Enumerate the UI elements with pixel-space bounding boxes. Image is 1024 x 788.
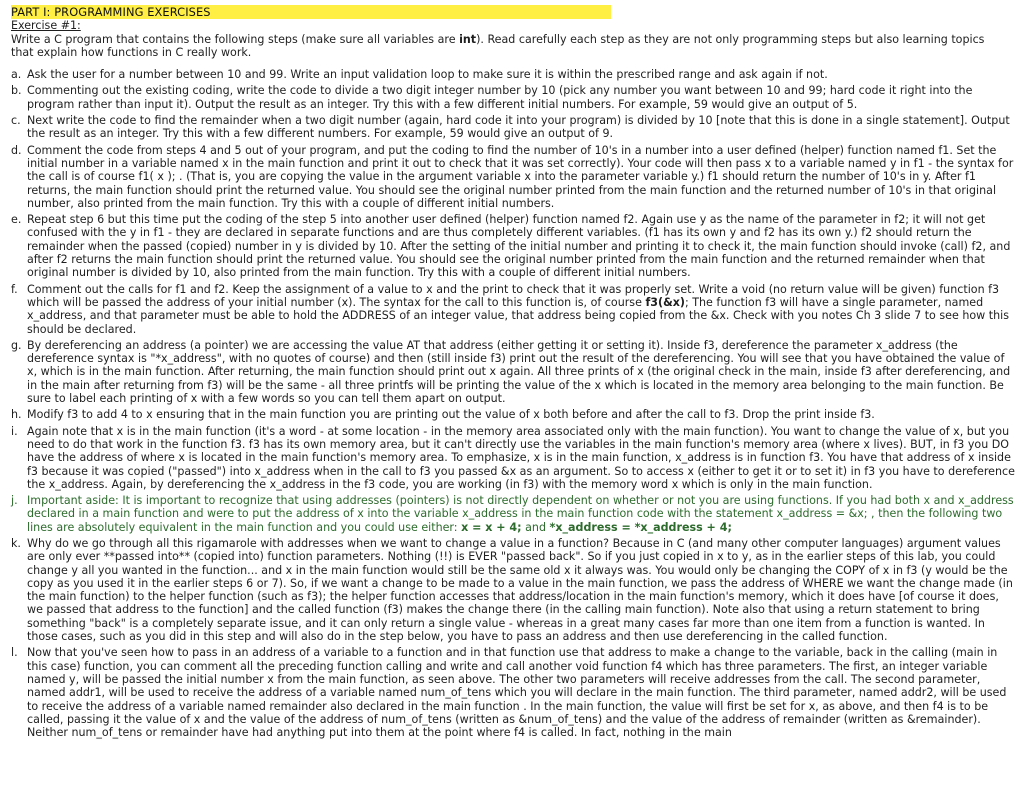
step-item	[11, 213, 1017, 279]
step-text-run: Why do we go through all this rigamarole with addresses when we want to change a value in a function? Because in C (and many other computer languages) argument values are only ever **passed into** (copied into) function parameters. Nothing (!!) is EVER "passed back". So if you just copied in x to y, as in the earlier steps of this lab, you could change y all you wanted in the function... and x in the main function would still be the same old x it always was. You would only be changing the COPY of x in f3 (y would be the copy as you used it in the earlier steps 6 or 7). So, if we want a change to be made to a value in the main function, we pass the address of WHERE we want the change made (in the main function) to the helper function (such as f3); the helper function accesses that address/location in the main function's memory, which it does have [of course it does, we passed that address to the function] and the called function (f3) makes the change there (in the calling main function). Note also that using a return statement to bring something "back" is a completely separate issue, and it can only return a single value - whereas in a great many cases far more than one item from a function is wanted. In those cases, such as you did in this step and will also do in the step below, you have to pass an address and then use dereferencing in the called function.	[27, 536, 1013, 644]
step-item	[11, 339, 1017, 405]
step-marker: g.	[11, 338, 22, 352]
step-text-run: Now that you've seen how to pass in an address of a variable to a function and in that function use that address to make a change to the variable, back in the calling (main in this case) function, you can comment all the preceding function calling and write and call another void function f4 which has three parameters. The first, an integer variable named y, will be passed the initial number x from the main function, as seen above. The other two parameters will receive addresses from the call. The second parameter, named addr1, will be used to receive the address of a variable named num_of_tens which you will declare in the main function. The third parameter, named addr2, will be used to receive the address of a variable named remainder also declared in the main function . In the main function, the value will first be set for x, as above, and then f4 is to be called, passing it the value of x and the value of the address of num_of_tens (written as &num_of_tens) and the value of the address of remainder (written as &remainder). Neither num_of_tens or remainder have had anything put into them at the point where f4 is called. In fact, nothing in the main	[27, 646, 1007, 740]
step-item	[11, 144, 1017, 210]
step-text-run: ; The function f3 will have a single parameter, named x_address, and that parameter must be able to hold the ADDRESS of an integer value, that address being copied from the &x. Check with you notes Ch 3 slide 7 to see how this should be declared.	[27, 295, 1009, 336]
step-text	[27, 84, 972, 110]
step-text-run: Next write the code to find the remainder when a two digit number (again, hard code it into your program) is divided by 10 [note that this is done in a single statement]. Output the result as an integer. Try this with a few different numbers. For example, 59 would give an output of 9.	[27, 114, 1010, 141]
step-text	[27, 537, 1013, 643]
steps-list	[11, 68, 1017, 739]
step-text-run: Repeat step 6 but this time put the coding of the step 5 into another user defined (helper) function named f2. Again use y as the name of the parameter in f2; it will not get confused with the y in f1 - they are declared in separate functions and are thus completely different variables. (f1 has its own y and f2 has its own y.) f2 should return the remainder when the passed (copied) number in y is divided by 10. After the setting of the initial number and printing it to check it, the main function should invoke (call) f2, and after f2 returns the main function should print the returned value. You should see the original number printed from the main function and the returned remainder when that original number is divided by 10, also printed from the main function. Try this with a couple of different initial numbers.	[27, 213, 1011, 280]
step-item	[11, 68, 1017, 81]
step-text	[27, 494, 1014, 534]
step-text	[27, 646, 1006, 739]
intro-text-2: ). Read carefully each step as they are not only programming steps but also learning topics that explain how functions in C really work.	[11, 32, 985, 59]
step-marker: b.	[11, 84, 22, 98]
step-marker: l.	[11, 646, 18, 660]
step-item	[11, 494, 1017, 534]
step-item	[11, 84, 1017, 111]
document	[11, 5, 1017, 742]
step-text-run: By dereferencing an address (a pointer) we are accessing the value AT that address (either getting it or setting it). Inside f3, dereference the parameter x_address (the dereference syntax is "*x_address", with no quotes of course) and then (still inside f3) print out the result of the dereferencing. You will see that you have obtained the value of x, which is in the main function. After returning, the main function should print out x again. All three prints of x (the original check in the main, inside f3 after dereferencing, and in the main after returning from f3) will be the same - all three printfs will be printing the value of the x which is located in the memory area belonging to the main function. Be sure to label each printing of x with a few words so you can tell them apart on output.	[27, 338, 1011, 406]
step-text-run: Comment out the calls for f1 and f2. Keep the assignment of a value to x and the print to check that it was properly set. Write a void (no return value will be given) function f3 which will be passed the address of your initial number (x). The syntax for the call to this function is, of course	[27, 282, 1000, 309]
step-marker: c.	[11, 114, 21, 128]
intro-text-1: Write a C program that contains the following steps (make sure all variables are	[11, 32, 460, 46]
step-item	[11, 408, 1017, 421]
step-item	[11, 537, 1017, 643]
step-text-run: Ask the user for a number between 10 and 99. Write an input validation loop to make sure it is within the prescribed range and ask again if not.	[27, 68, 828, 82]
step-marker: i.	[11, 424, 18, 438]
exercise-title: Exercise #1:	[11, 19, 81, 33]
step-text	[27, 114, 1010, 140]
step-text-bold: f3(&x)	[645, 295, 685, 309]
step-item	[11, 114, 1017, 141]
step-item	[11, 646, 1017, 739]
step-text	[27, 339, 1010, 405]
step-text-run: Important aside: It is important to recognize that using addresses (pointers) is not directly dependent on whether or not you are using functions. If you had both x and x_address declared in a main function and were to put the address of x into the variable x_address in the main function code with the statement x_address = &x; , then the following two lines are absolutely equivalent in the main function and you could use either:	[27, 494, 1014, 534]
step-item	[11, 283, 1017, 336]
step-text-run: Modify f3 to add 4 to x ensuring that in the main function you are printing out the value of x both before and after the call to f3. Drop the print inside f3.	[27, 408, 875, 422]
step-text	[27, 68, 828, 81]
step-text-run: Commenting out the existing coding, write the code to divide a two digit integer number by 10 (pick any number you want between 10 and 99; hard code it right into the program rather than input it). Output the result as an integer. Try this with a few different initial numbers. For example, 59 would give an output of 5.	[27, 84, 973, 111]
step-marker: a.	[11, 68, 22, 82]
intro-paragraph	[11, 33, 991, 60]
step-marker: h.	[11, 408, 22, 422]
step-marker: f.	[11, 282, 18, 296]
step-marker: d.	[11, 143, 22, 157]
step-text-run: Again note that x is in the main function (it's a word - at some location - in the memory area associated only with the main function). You want to change the value of x, but you need to do that work in the function f3. f3 has its own memory area, but it can't directly use the variables in the main function's memory area (where x lives). BUT, in f3 you DO have the address of where x is located in the main function's memory area. To emphasize, x is in the main function, x_address is in function f3. You have that address of x inside f3 because it was copied ("passed") into x_address when in the call to f3 you passed &x as an argument. So to access x (either to get it or to set it) in f3 you have to dereference the x_address. Again, by dereferencing the x_address in the f3 code, you are working (in f3) with the memory word x which is only in the main function.	[27, 424, 1015, 491]
step-text	[27, 283, 1009, 336]
step-text	[27, 213, 1010, 279]
step-item	[11, 425, 1017, 491]
step-marker: k.	[11, 536, 21, 550]
step-text-run: Comment the code from steps 4 and 5 out of your program, and put the coding to find the number of 10's in a number into a user defined (helper) function named f1. Set the initial number in a variable named x in the main function and print it out to check that it was set correctly). Your code will then pass x to a variable named y in f1 - the syntax for the call is of course f1( x ); . (That is, you are copying the value in the argument variable x into the parameter variable y.) f1 should return the number of 10's in y. After f1 returns, the main function should print the returned value. You should see the original number printed from the main function and the returned number of 10's in that original number, also printed from the main function. Try this with a couple of different initial numbers.	[27, 143, 1014, 210]
step-marker: e.	[11, 213, 22, 227]
intro-text-bold: int	[459, 32, 477, 46]
step-text-bold: x = x + 4;	[461, 520, 522, 534]
step-marker: j.	[11, 494, 18, 508]
step-text-bold: *x_address = *x_address + 4;	[549, 520, 732, 534]
step-text	[27, 144, 1013, 210]
step-text	[27, 408, 875, 421]
step-text-run: and	[521, 520, 550, 534]
part-title: PART I: PROGRAMMING EXERCISES	[11, 5, 611, 19]
step-text	[27, 425, 1015, 491]
